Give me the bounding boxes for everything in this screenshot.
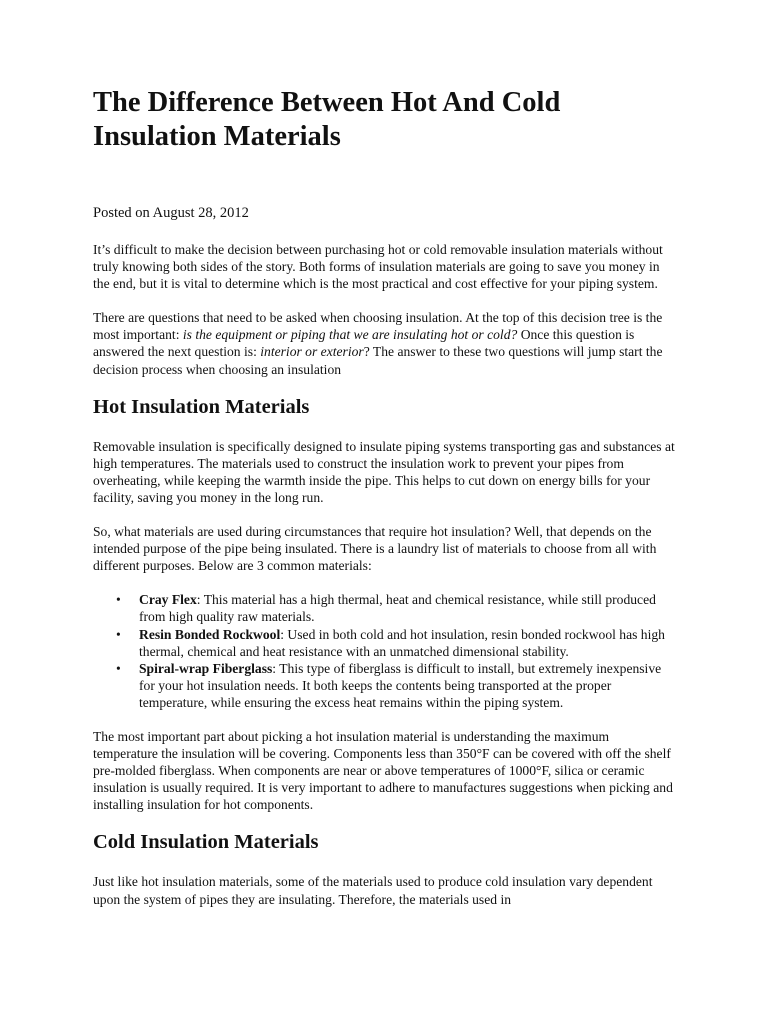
cold-insulation-heading: Cold Insulation Materials	[93, 831, 319, 854]
material-description: : Used in both cold and hot insulation, resin bonded rockwool has high thermal, chemical and heat resistance with an unmatched dimensional stability.	[139, 626, 665, 659]
hot-paragraph-2: So, what materials are used during circumstances that require hot insulation? Well, that depends on the intended purpose of the pipe being insulated. There is a laundry list of materials to choose from all with different purposes. Below are 3 common materials:	[93, 524, 657, 574]
questions-emphasis-1: is the equipment or piping that we are insulating hot or cold?	[182, 327, 518, 343]
materials-list	[93, 591, 677, 711]
questions-paragraph	[93, 309, 677, 377]
material-description: : This type of fiberglass is difficult to install, but extremely inexpensive for your hot insulation needs. It both keeps the contents being transported at the proper temperature, while ensuring the excess heat remains within the piping system.	[139, 660, 662, 710]
bullet-icon: •	[116, 660, 121, 676]
cold-paragraph-1: Just like hot insulation materials, some of the materials used to produce cold insulation vary dependent upon the system of pipes they are insulating. Therefore, the materials used in	[93, 874, 653, 907]
article-title	[93, 86, 677, 154]
material-description: : This material has a high thermal, heat and chemical resistance, while still produced from high quality raw materials.	[139, 592, 656, 625]
questions-text-1: There are questions that need to be asked when choosing insulation. At the top of this decision tree is the most important:	[93, 310, 663, 343]
list-item	[116, 626, 677, 660]
questions-text-3: ? The answer to these two questions will jump start the decision process when choosing an insulation	[93, 344, 663, 377]
hot-paragraph-1: Removable insulation is specifically designed to insulate piping systems transporting gas and substances at high temperatures. The materials used to construct the insulation work to prevent your pipes from overheating, while keeping the warmth inside the pipe. This helps to cut down on energy bills for your facility, saving you money in the long run.	[93, 438, 675, 505]
material-name: Resin Bonded Rockwool	[139, 626, 281, 642]
bullet-icon: •	[116, 592, 121, 608]
article-title-line-2: Insulation Materials	[93, 121, 341, 152]
list-item	[116, 591, 677, 625]
questions-emphasis-2: interior or exterior	[260, 344, 364, 360]
posted-date: Posted on August 28, 2012	[93, 205, 249, 221]
list-item	[116, 660, 677, 711]
hot-paragraph-3: The most important part about picking a hot insulation material is understanding the maximum temperature the insulation will be covering. Components less than 350°F can be covered with off the shelf pre-molded fiberglass. When components are near or above temperatures of 1000°F, silica or ceramic insulation is usually required. It is very important to adhere to manufactures suggestions when picking and installing insulation for hot components.	[93, 728, 673, 813]
hot-insulation-heading: Hot Insulation Materials	[93, 395, 310, 418]
material-name: Cray Flex	[139, 592, 197, 608]
bullet-icon: •	[116, 626, 121, 642]
material-name: Spiral-wrap Fiberglass	[139, 660, 273, 676]
article-title-line-1: The Difference Between Hot And Cold	[93, 87, 561, 118]
intro-paragraph: It’s difficult to make the decision between purchasing hot or cold removable insulation materials without truly knowing both sides of the story. Both forms of insulation materials are going to save you money in the end, but it is vital to determine which is the most practical and cost effective for your piping system.	[93, 242, 663, 292]
questions-text-2: Once this question is answered the next question is:	[93, 327, 635, 360]
article	[93, 86, 677, 908]
